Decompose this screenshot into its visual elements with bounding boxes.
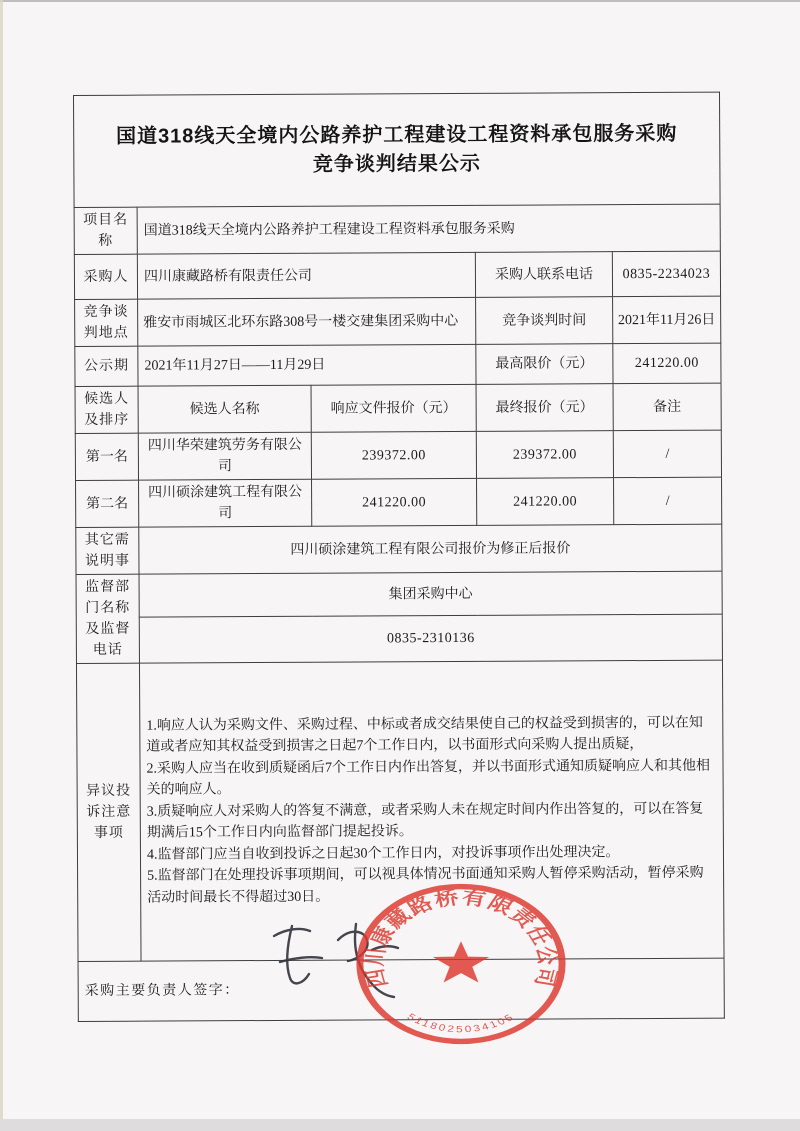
title-row — [74, 92, 721, 207]
candidate-2-doc-price: 241220.00 — [312, 478, 477, 526]
header-note: 备注 — [613, 383, 721, 431]
candidate-1-doc-price: 239372.00 — [311, 431, 476, 479]
row-signature — [78, 958, 724, 1021]
candidate-1-note: / — [613, 430, 721, 478]
result-table — [73, 92, 725, 1022]
header-candidate-name: 候选人名称 — [138, 385, 311, 433]
header-final-price: 最终报价（元） — [476, 384, 613, 432]
row-negotiation-venue — [75, 296, 721, 346]
row-objection-notes — [76, 660, 724, 961]
supervision-label: 监督部门名称及监督电话 — [76, 574, 139, 663]
objection-item-4: 4.监督部门应当自收到投诉之日起30个工作日内，对投诉事项作出处理决定。 — [146, 844, 620, 863]
purchaser-value: 四川康藏路桥有限责任公司 — [137, 252, 475, 299]
objection-item-3: 3.质疑响应人对采购人的答复不满意，或者采购人未在规定时间内作出答复的，可以在答复期满后15个工作日内向监督部门提起投诉。 — [146, 801, 704, 841]
purchaser-phone-label: 采购人联系电话 — [475, 252, 612, 298]
row-supervision-phone — [76, 614, 722, 663]
objection-item-1: 1.响应人认为采购文件、采购过程、中标或者成交结果使自己的权益受到损害的，可以在知道或者应知其权益受到损害之日起7个工作日内，以书面形式向采购人提出质疑， — [146, 715, 703, 755]
candidate-2-rank: 第二名 — [76, 480, 139, 527]
project-name-value: 国道318线天全境内公路养护工程建设工程资料承包服务采购 — [137, 204, 720, 254]
seal-company-text: 四川康藏路桥有限责任公司 — [361, 887, 561, 989]
negotiation-time-value: 2021年11月26日 — [613, 296, 721, 344]
scan-edge-top — [0, 0, 800, 2]
scan-edge-left — [0, 0, 3, 1131]
purchaser-label: 采购人 — [74, 254, 137, 299]
candidate-2-final-price: 241220.00 — [477, 478, 614, 526]
title-block — [74, 92, 721, 207]
purchaser-phone-value: 0835-2234023 — [612, 251, 720, 297]
row-supervision-name — [76, 571, 722, 618]
project-name-label: 项目名称 — [74, 207, 137, 254]
objection-item-5: 5.监督部门在处理投诉事项期间，可以视具体情况书面通知采购人暂停采购活动，暂停采购活动时间最长不得超过30日。 — [147, 865, 704, 906]
candidates-rank-label: 候选人及排序 — [75, 386, 138, 433]
scan-edge-bottom — [0, 1119, 800, 1131]
candidate-1-final-price: 239372.00 — [476, 431, 613, 479]
page-title-line-1: 国道318线天全境内公路养护工程建设工程资料承包服务采购 — [115, 122, 678, 148]
candidate-2-name: 四川硕涂建筑工程有限公司 — [139, 479, 312, 527]
negotiation-time-label: 竞争谈判时间 — [476, 297, 613, 345]
candidate-row-2 — [76, 477, 722, 527]
candidate-1-rank: 第一名 — [75, 433, 138, 480]
objection-item-2: 2.采购人应当在收到质疑函后7个工作日内作出答复，并以书面形式通知质疑响应人和其他相关的响应人。 — [146, 758, 711, 798]
page-title-line-2: 竞争谈判结果公示 — [312, 152, 481, 176]
supervision-phone-value: 0835-2310136 — [139, 614, 722, 663]
venue-value: 雅安市雨城区北环东路308号一楼交建集团采购中心 — [138, 297, 476, 346]
supervision-name-value: 集团采购中心 — [139, 571, 722, 617]
other-notes-value: 四川硕涂建筑工程有限公司报价为修正后报价 — [139, 524, 722, 574]
candidate-1-name: 四川华荣建筑劳务有限公司 — [138, 432, 311, 480]
row-candidates-header — [75, 383, 721, 433]
publicity-period-label: 公示期 — [75, 346, 138, 386]
candidate-row-1 — [75, 430, 721, 480]
objection-label: 异议投诉注意事项 — [76, 663, 141, 961]
row-other-notes — [76, 524, 722, 574]
publicity-period-value: 2021年11月27日——11月29日 — [138, 344, 476, 386]
header-doc-price: 响应文件报价（元） — [311, 384, 476, 432]
row-publicity-period — [75, 343, 721, 386]
seal-number-text: 5118025034105 — [404, 1011, 518, 1035]
other-notes-label: 其它需说明事 — [76, 527, 139, 574]
row-project-name — [74, 204, 720, 254]
venue-label: 竞争谈判地点 — [75, 299, 138, 346]
candidate-2-note: / — [614, 477, 722, 525]
objection-content — [139, 660, 724, 961]
max-price-value: 241220.00 — [613, 343, 721, 384]
signature-line-label: 采购主要负责人签字： — [78, 958, 724, 1021]
max-price-label: 最高限价（元） — [476, 344, 613, 385]
row-purchaser — [74, 251, 720, 299]
